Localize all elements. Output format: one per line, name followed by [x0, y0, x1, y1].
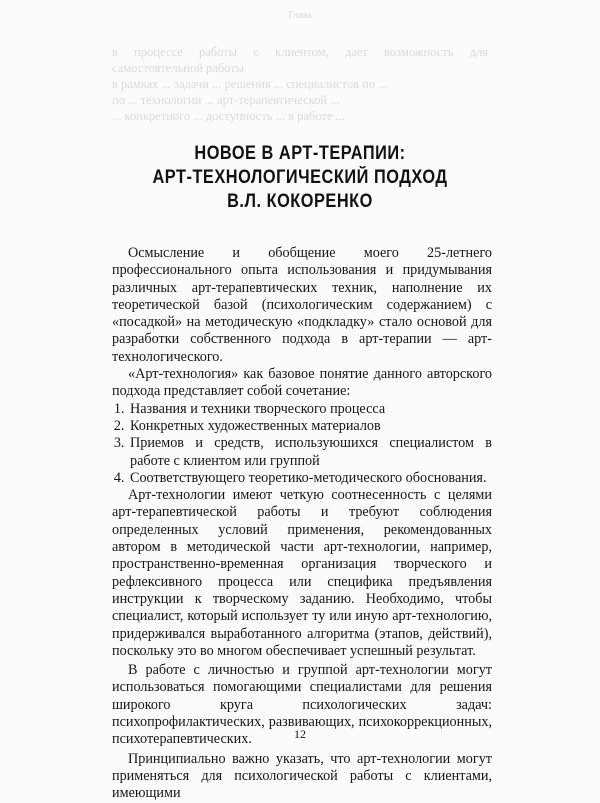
heading-line-1: НОВОЕ В АРТ-ТЕРАПИИ: — [194, 143, 406, 164]
bleed-through-line: в процессе работы с клиентом, дает возможность для самостоятельной работы — [112, 45, 488, 75]
page-number: 12 — [294, 727, 306, 741]
definition-list — [112, 401, 492, 487]
chapter-heading — [0, 142, 600, 214]
list-item: 2. Конкретных художественных материалов — [128, 418, 492, 435]
bleed-through-line: в рамках ... задачи ... решения ... специалистов по ... — [112, 77, 388, 91]
body-text — [112, 245, 492, 803]
heading-author: В.Л. КОКОРЕНКО — [227, 191, 373, 212]
bleed-through-text — [112, 8, 488, 124]
paragraph-5: Принципиально важно указать, что арт-технологии могут применяться для психологической работы с клиентами, имеющими — [112, 750, 492, 802]
list-item: 3. Приемов и средств, используюшихся специалистом в работе с клиентом или группой — [128, 435, 492, 470]
paragraph-3: Арт-технологии имеют четкую соотнесенность с целями арт-терапевтической работы и требуют соблюдения определенных условий применения, рекомендованных автором в методической части арт-технологии, например, пространственно-временная организация творческого и рефлексивного процесса или специфика предъявления инструкции к творческому заданию. Необходимо, чтобы специалист, который использует ту или иную арт-технологию, придерживался выработанного алгоритма (этапов, действий), поскольку это во многом обеспечивает успешный результат. — [112, 487, 492, 659]
paragraph-2: «Арт-технология» как базовое понятие данного авторского подхода представляет собой сочетание: — [112, 366, 492, 400]
bleed-through-header: Глава — [288, 10, 312, 21]
paragraph-1: Осмысление и обобщение моего 25-летнего профессионального опыта использования и придумывания различных арт-терапевтических техник, наполнение их теоретической базой (психологическим содержанием) с «посадкой» на методическую «подкладку» стало основой для разработки собственного подхода в арт-терапии — арт-технологического. — [112, 245, 492, 365]
bleed-through-line: по ... технологии ... арт-терапевтической ... — [112, 93, 340, 107]
list-item: 4. Соответствующего теоретико-методического обоснования. — [128, 470, 492, 487]
bleed-through-line: ... конкретного ... доступность ... в работе ... — [112, 109, 345, 123]
list-item: 1. Названия и техники творческого процесса — [128, 401, 492, 418]
heading-line-2: АРТ-ТЕХНОЛОГИЧЕСКИЙ ПОДХОД — [152, 167, 448, 188]
paragraph-4: В работе с личностью и группой арт-технологии могут использоваться помогающими специалистами для решения широкого круга психологических задач: психопрофилактических, развивающих, психокоррекционных, психотерапевтических. — [112, 662, 492, 748]
